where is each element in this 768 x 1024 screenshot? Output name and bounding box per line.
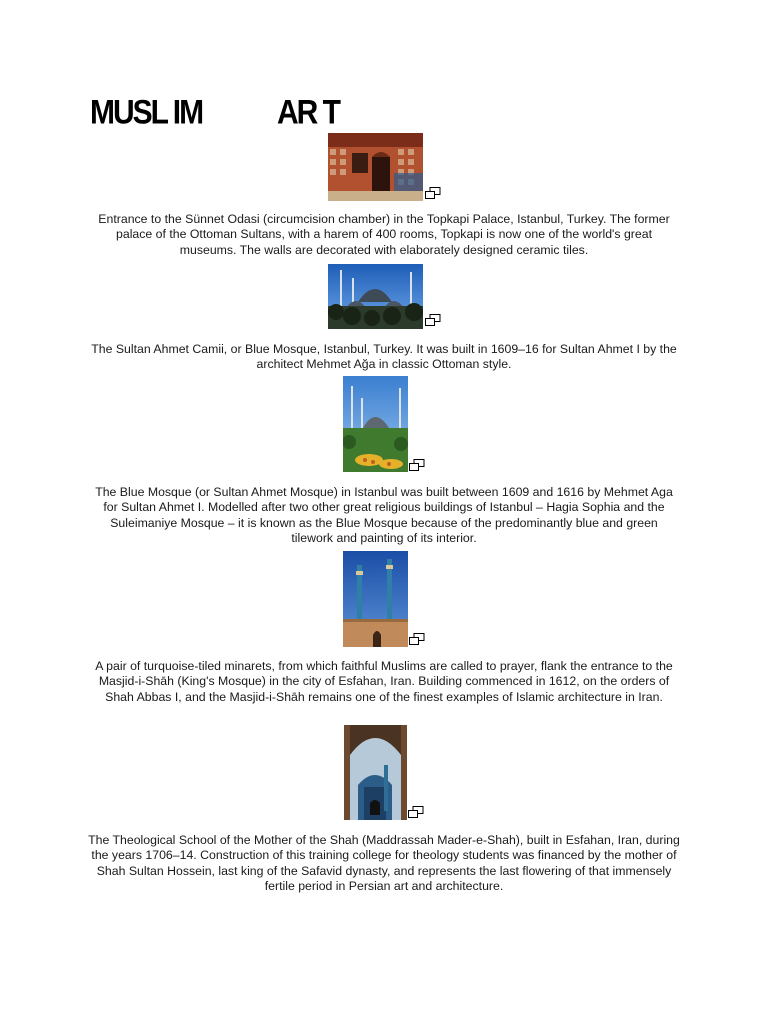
enlarge-icon[interactable]	[425, 187, 441, 199]
page-title: MUSL IM AR T	[90, 93, 340, 132]
enlarge-icon[interactable]	[408, 806, 424, 818]
photo-madrassah[interactable]	[344, 725, 407, 820]
caption-blue-mosque: The Blue Mosque (or Sultan Ahmet Mosque) in Istanbul was built between 1609 and 1616 by Mehmet Aga for Sultan Ahmet I. Modelled after two other great religious buildings of Istanbul – Hagia Sophia and the Suleimaniye Mosque – it is known as the Blue Mosque because of the predominantly blue and green tilework and painting of its interior.	[95, 485, 673, 546]
caption-masjid-shah: A pair of turquoise-tiled minarets, from which faithful Muslims are called to prayer, flank the entrance to the Masjid-i-Shāh (King's Mosque) in the city of Esfahan, Iran. Building commenced in 1612, on the orders of Shah Abbas I, and the Masjid-i-Shāh remains one of the finest examples of Islamic architecture in Iran.	[95, 659, 673, 704]
photo-sultan-ahmet-container	[328, 264, 440, 330]
caption-topkapi: Entrance to the Sünnet Odasi (circumcision chamber) in the Topkapi Palace, Istanbul, Turkey. The former palace of the Ottoman Sultans, with a harem of 400 rooms, Topkapi is now one of the world's great museums. The walls are decorated with elaborately designed ceramic tiles.	[98, 212, 670, 257]
photo-masjid-shah[interactable]	[343, 551, 408, 647]
caption-madrassah: The Theological School of the Mother of the Shah (Maddrassah Mader-e-Shah), built in Esfahan, Iran, during the years 1706–14. Construction of this training college for theology students was financed by the mother of Shah Sultan Hossein, last king of the Safavid dynasty, and represents the last flowering of that immensely fertile period in Persian art and architecture.	[88, 833, 680, 894]
photo-blue-mosque-container	[343, 376, 427, 474]
caption-sultan-ahmet: The Sultan Ahmet Camii, or Blue Mosque, Istanbul, Turkey. It was built in 1609–16 for Sultan Ahmet I by the architect Mehmet Ağa in classic Ottoman style.	[91, 342, 677, 372]
photo-madrassah-container	[344, 725, 428, 822]
photo-sultan-ahmet[interactable]	[328, 264, 423, 329]
photo-topkapi[interactable]	[328, 133, 423, 201]
enlarge-icon[interactable]	[409, 459, 425, 471]
photo-topkapi-container	[328, 133, 440, 203]
photo-masjid-shah-container	[343, 551, 427, 648]
enlarge-icon[interactable]	[425, 314, 441, 326]
photo-blue-mosque[interactable]	[343, 376, 408, 472]
enlarge-icon[interactable]	[409, 633, 425, 645]
